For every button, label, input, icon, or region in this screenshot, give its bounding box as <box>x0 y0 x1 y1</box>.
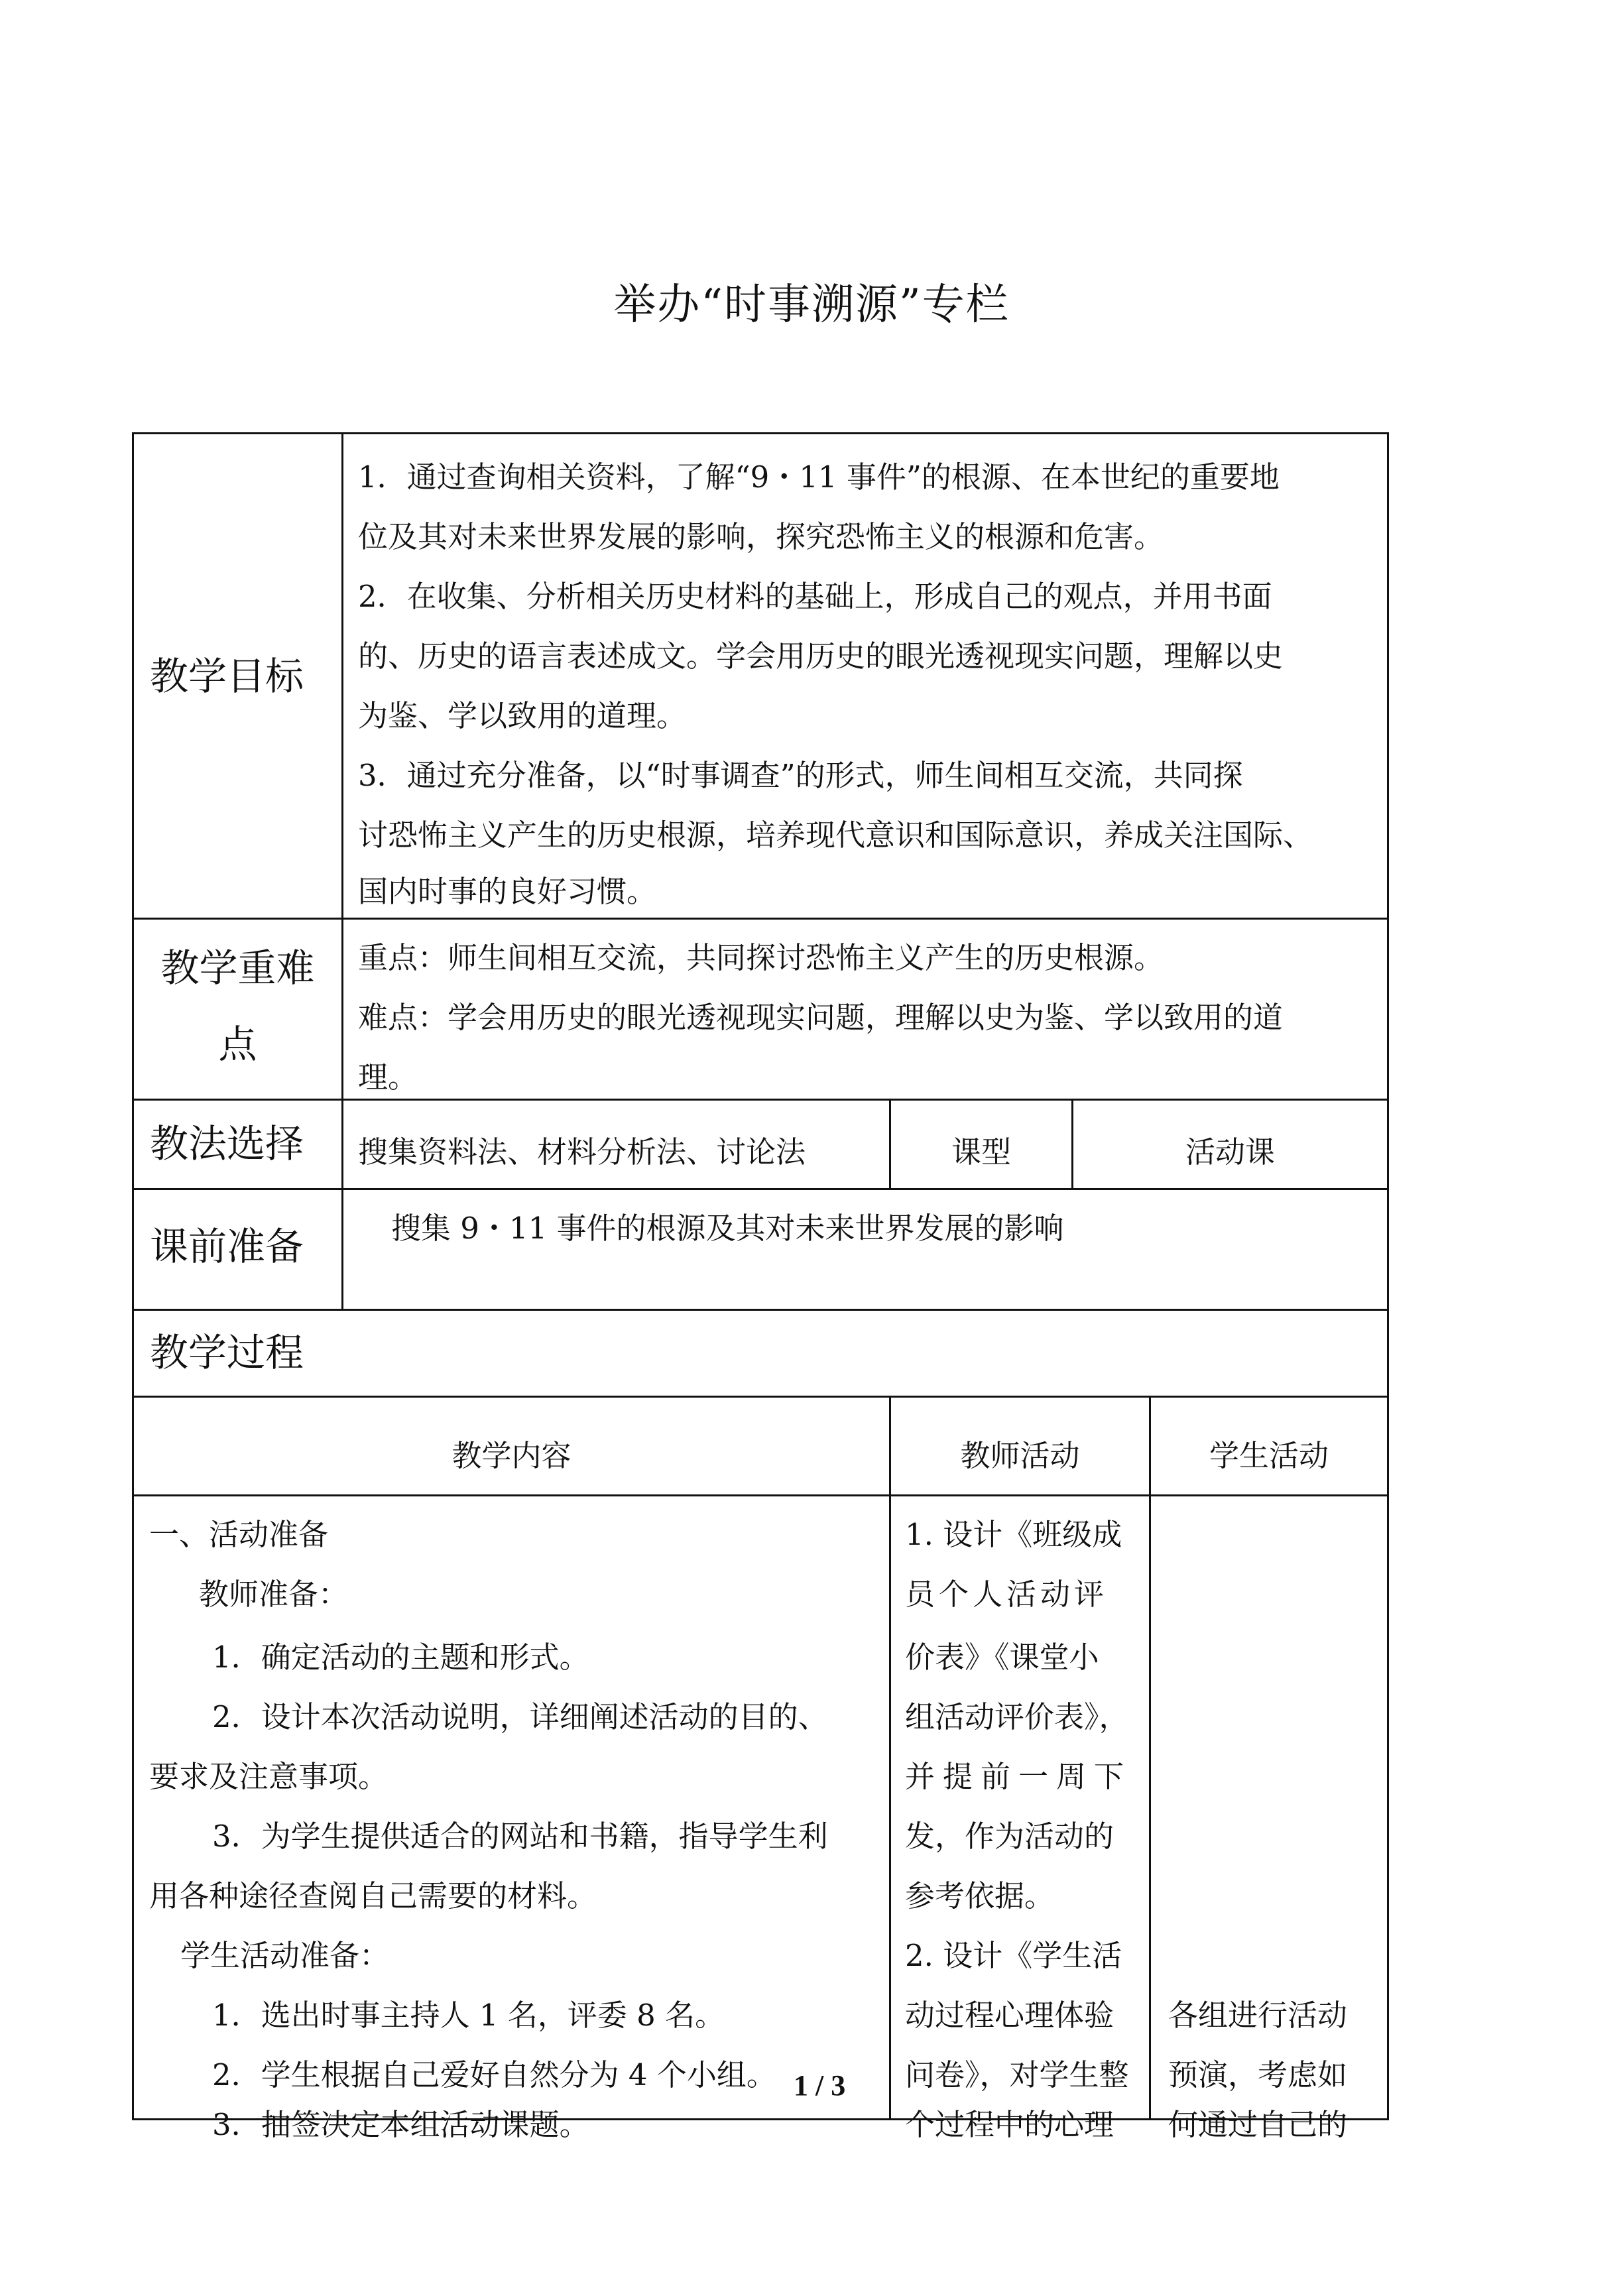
method-value: 搜集资料法、材料分析法、讨论法 <box>358 1134 806 1170</box>
content-line: 要求及注意事项。 <box>149 1759 389 1794</box>
teacher-line: 价表》《课堂小 <box>905 1640 1099 1675</box>
objectives-line: 的、历史的语言表述成文。学会用历史的眼光透视现实问题，理解以史 <box>358 638 1284 674</box>
document-title: 举办“时事溯源”专栏 <box>613 280 1010 330</box>
content-line: 3．抽签决定本组活动课题。 <box>212 2107 589 2142</box>
key-points-line: 理。 <box>358 1059 418 1095</box>
teacher-line: 问卷》，对学生整 <box>905 2057 1129 2092</box>
student-line: 预演，考虑如 <box>1168 2057 1348 2092</box>
row-divider <box>132 918 1389 920</box>
row-divider <box>132 1099 1389 1101</box>
key-points-label-line2: 点 <box>218 1022 257 1067</box>
row-divider <box>132 1396 1389 1398</box>
content-line: 1．确定活动的主题和形式。 <box>212 1640 589 1675</box>
objectives-line: 讨恐怖主义产生的历史根源，培养现代意识和国际意识，养成关注国际、 <box>358 817 1313 853</box>
content-line: 用各种途径查阅自己需要的材料。 <box>149 1878 597 1913</box>
content-line: 3．为学生提供适合的网站和书籍，指导学生利 <box>212 1819 828 1854</box>
student-line: 何通过自己的 <box>1168 2107 1348 2142</box>
method-label: 教法选择 <box>150 1121 304 1166</box>
preparation-value: 搜集 9・11 事件的根源及其对未来世界发展的影响 <box>391 1211 1064 1246</box>
teacher-line: 2. 设计《学生活 <box>905 1938 1122 1973</box>
preparation-label: 课前准备 <box>150 1224 304 1269</box>
lesson-type-value: 活动课 <box>1185 1134 1275 1170</box>
content-line: 学生活动准备： <box>180 1938 390 1973</box>
objectives-line: 位及其对未来世界发展的影响，探究恐怖主义的根源和危害。 <box>358 519 1164 554</box>
row-divider <box>132 1188 1389 1190</box>
page-number: 1 / 3 <box>794 2069 846 2102</box>
content-line: 教师准备： <box>199 1577 349 1612</box>
header-teacher-activity: 教师活动 <box>960 1438 1080 1473</box>
content-line: 2．设计本次活动说明，详细阐述活动的目的、 <box>212 1699 828 1734</box>
objectives-line: 国内时事的良好习惯。 <box>358 874 657 909</box>
column-divider <box>1149 1396 1151 2120</box>
objectives-line: 3．通过充分准备，以“时事调查”的形式，师生间相互交流，共同探 <box>358 758 1243 793</box>
teacher-line: 参考依据。 <box>905 1878 1055 1913</box>
teacher-line: 1. 设计《班级成 <box>905 1517 1122 1552</box>
objectives-line: 2．在收集、分析相关历史材料的基础上，形成自己的观点，并用书面 <box>358 579 1272 614</box>
content-line: 2．学生根据自己爱好自然分为 4 个小组。 <box>212 2057 776 2092</box>
table-border-left <box>132 432 134 2120</box>
table-border-top <box>132 432 1389 434</box>
content-line: 一、活动准备 <box>149 1517 329 1552</box>
row-divider <box>132 1494 1389 1496</box>
header-teaching-content: 教学内容 <box>451 1438 571 1473</box>
teacher-line: 员个人活动评 <box>905 1577 1109 1612</box>
header-student-activity: 学生活动 <box>1209 1438 1329 1473</box>
teacher-line: 个过程中的心理 <box>905 2107 1114 2142</box>
table-border-right <box>1387 432 1389 2120</box>
key-points-line: 重点：师生间相互交流，共同探讨恐怖主义产生的历史根源。 <box>358 940 1164 975</box>
row-divider <box>132 1309 1389 1311</box>
content-line: 1．选出时事主持人 1 名，评委 8 名。 <box>212 1998 725 2033</box>
key-points-line: 难点：学会用历史的眼光透视现实问题，理解以史为鉴、学以致用的道 <box>358 1000 1284 1035</box>
lesson-type-label: 课型 <box>951 1134 1011 1170</box>
teacher-line: 组活动评价表》， <box>905 1699 1129 1734</box>
process-label: 教学过程 <box>150 1330 304 1375</box>
objectives-line: 为鉴、学以致用的道理。 <box>358 698 687 733</box>
objectives-line: 1．通过查询相关资料，了解“9・11 事件”的根源、在本世纪的重要地 <box>358 459 1280 495</box>
objectives-label: 教学目标 <box>150 654 304 699</box>
label-column-divider <box>341 432 343 1311</box>
key-points-label-line1: 教学重难 <box>160 945 315 991</box>
teacher-line: 动过程心理体验 <box>905 1998 1114 2033</box>
student-line: 各组进行活动 <box>1168 1998 1348 2033</box>
teacher-line: 发，作为活动的 <box>905 1819 1114 1854</box>
column-divider <box>889 1396 891 2120</box>
teacher-line: 并提前一周下 <box>905 1759 1132 1794</box>
